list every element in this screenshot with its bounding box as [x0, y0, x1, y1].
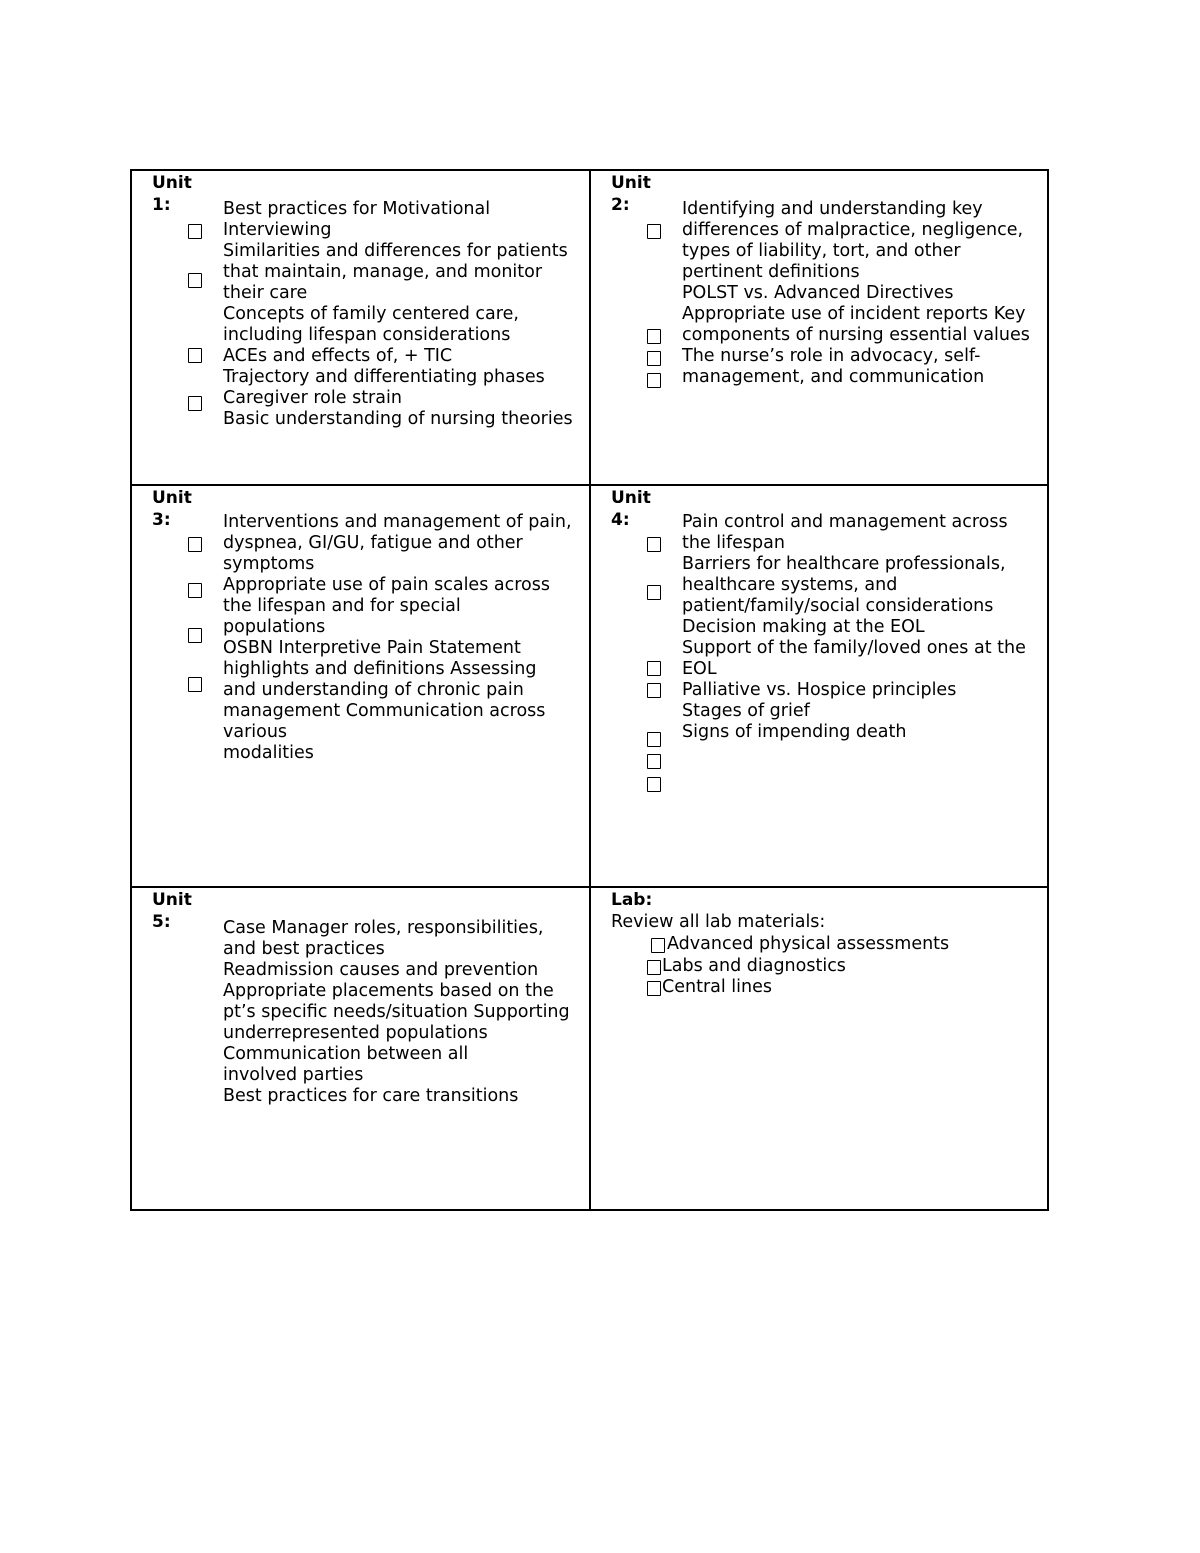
topic-item: Best practices for care transitions	[223, 1086, 519, 1106]
unit-3-label: Unit 3:	[152, 488, 192, 530]
bullet-icon	[647, 585, 661, 600]
lab-item	[647, 934, 949, 956]
bullet-icon	[651, 938, 665, 953]
bullet-icon	[647, 661, 661, 676]
unit-1-cell	[132, 171, 591, 486]
unit-3-topics	[223, 512, 579, 764]
lab-list	[647, 934, 949, 999]
lab-cell	[591, 888, 1047, 1209]
lab-item-text: Central lines	[662, 977, 772, 997]
bullet-icon	[647, 683, 661, 698]
topic-item: Appropriate use of pain scales across the lifespan and for special populations	[223, 575, 550, 637]
topic-item: POLST vs. Advanced Directives	[682, 283, 954, 303]
unit-5-label: Unit 5:	[152, 890, 192, 932]
bullet-icon	[188, 348, 202, 363]
unit-5-topics	[223, 918, 579, 1107]
bullet-icon	[188, 537, 202, 552]
topic-item: Similarities and differences for patients that maintain, manage, and monitor their care	[223, 241, 568, 303]
lab-item	[647, 977, 949, 999]
bullet-icon	[647, 960, 661, 975]
topic-item: Case Manager roles, responsibilities, and best practices	[223, 918, 544, 959]
bullet-icon	[647, 732, 661, 747]
bullet-icon	[188, 224, 202, 239]
topic-item: Best practices for Motivational Interviewing	[223, 199, 491, 240]
unit-1-topics	[223, 199, 579, 430]
topic-item: Appropriate placements based on the pt’s specific needs/situation Supporting underrepresented populations	[223, 981, 570, 1043]
bullet-icon	[188, 628, 202, 643]
lab-item	[647, 956, 949, 978]
unit-5-cell	[132, 888, 591, 1209]
study-guide-table	[130, 169, 1049, 1211]
topic-item: Interventions and management of pain, dyspnea, GI/GU, fatigue and other symptoms	[223, 512, 572, 574]
topic-item: Trajectory and differentiating phases	[223, 367, 545, 387]
unit-3-cell	[132, 486, 591, 888]
bullet-icon	[647, 224, 661, 239]
topic-item: ACEs and effects of, + TIC	[223, 346, 453, 366]
lab-item-text: Labs and diagnostics	[662, 955, 846, 976]
bullet-icon	[647, 777, 661, 792]
topic-item: management, and communication	[682, 367, 985, 387]
bullet-icon	[647, 351, 661, 366]
bullet-icon	[188, 583, 202, 598]
lab-title: Lab:	[611, 890, 653, 910]
topic-item: Decision making at the EOL	[682, 617, 925, 637]
lab-intro: Review all lab materials:	[611, 912, 826, 932]
unit-4-cell	[591, 486, 1047, 888]
unit-2-cell	[591, 171, 1047, 486]
unit-4-label: Unit 4:	[611, 488, 651, 530]
bullet-icon	[188, 396, 202, 411]
topic-item: healthcare systems, and patient/family/social considerations	[682, 575, 994, 616]
unit-1-label: Unit 1:	[152, 173, 192, 215]
bullet-icon	[647, 537, 661, 552]
unit-2-label: Unit 2:	[611, 173, 651, 215]
bullet-icon	[647, 981, 661, 996]
topic-item: Readmission causes and prevention	[223, 960, 539, 980]
topic-item: Barriers for healthcare professionals,	[682, 554, 1006, 574]
topic-item: Palliative vs. Hospice principles	[682, 680, 957, 700]
bullet-icon	[647, 754, 661, 769]
topic-item: Identifying and understanding key differences of malpractice, negligence, types of liability, tort, and other pertinent definitions	[682, 199, 1024, 282]
topic-item: Support of the family/loved ones at the EOL	[682, 638, 1026, 679]
lab-item-text: Advanced physical assessments	[667, 934, 950, 954]
topic-item: Signs of impending death	[682, 722, 907, 742]
unit-2-topics	[682, 199, 1038, 388]
topic-item: Stages of grief	[682, 701, 810, 721]
unit-4-topics	[682, 512, 1038, 743]
topic-item: Caregiver role strain	[223, 388, 402, 408]
bullet-icon	[188, 273, 202, 288]
topic-item: OSBN Interpretive Pain Statement highlights and definitions Assessing and understanding of chronic pain management Communication across various	[223, 638, 546, 742]
topic-item: Pain control and management across the lifespan	[682, 512, 1008, 553]
bullet-icon	[647, 329, 661, 344]
topic-item: The nurse’s role in advocacy, self-	[682, 346, 981, 366]
topic-item: modalities	[223, 743, 314, 763]
bullet-icon	[188, 677, 202, 692]
topic-item: Basic understanding of nursing theories	[223, 409, 573, 429]
bullet-icon	[647, 373, 661, 388]
topic-item: Appropriate use of incident reports Key components of nursing essential values	[682, 304, 1030, 345]
topic-item: Concepts of family centered care, including lifespan considerations	[223, 304, 519, 345]
topic-item: Communication between all involved parties	[223, 1044, 469, 1085]
